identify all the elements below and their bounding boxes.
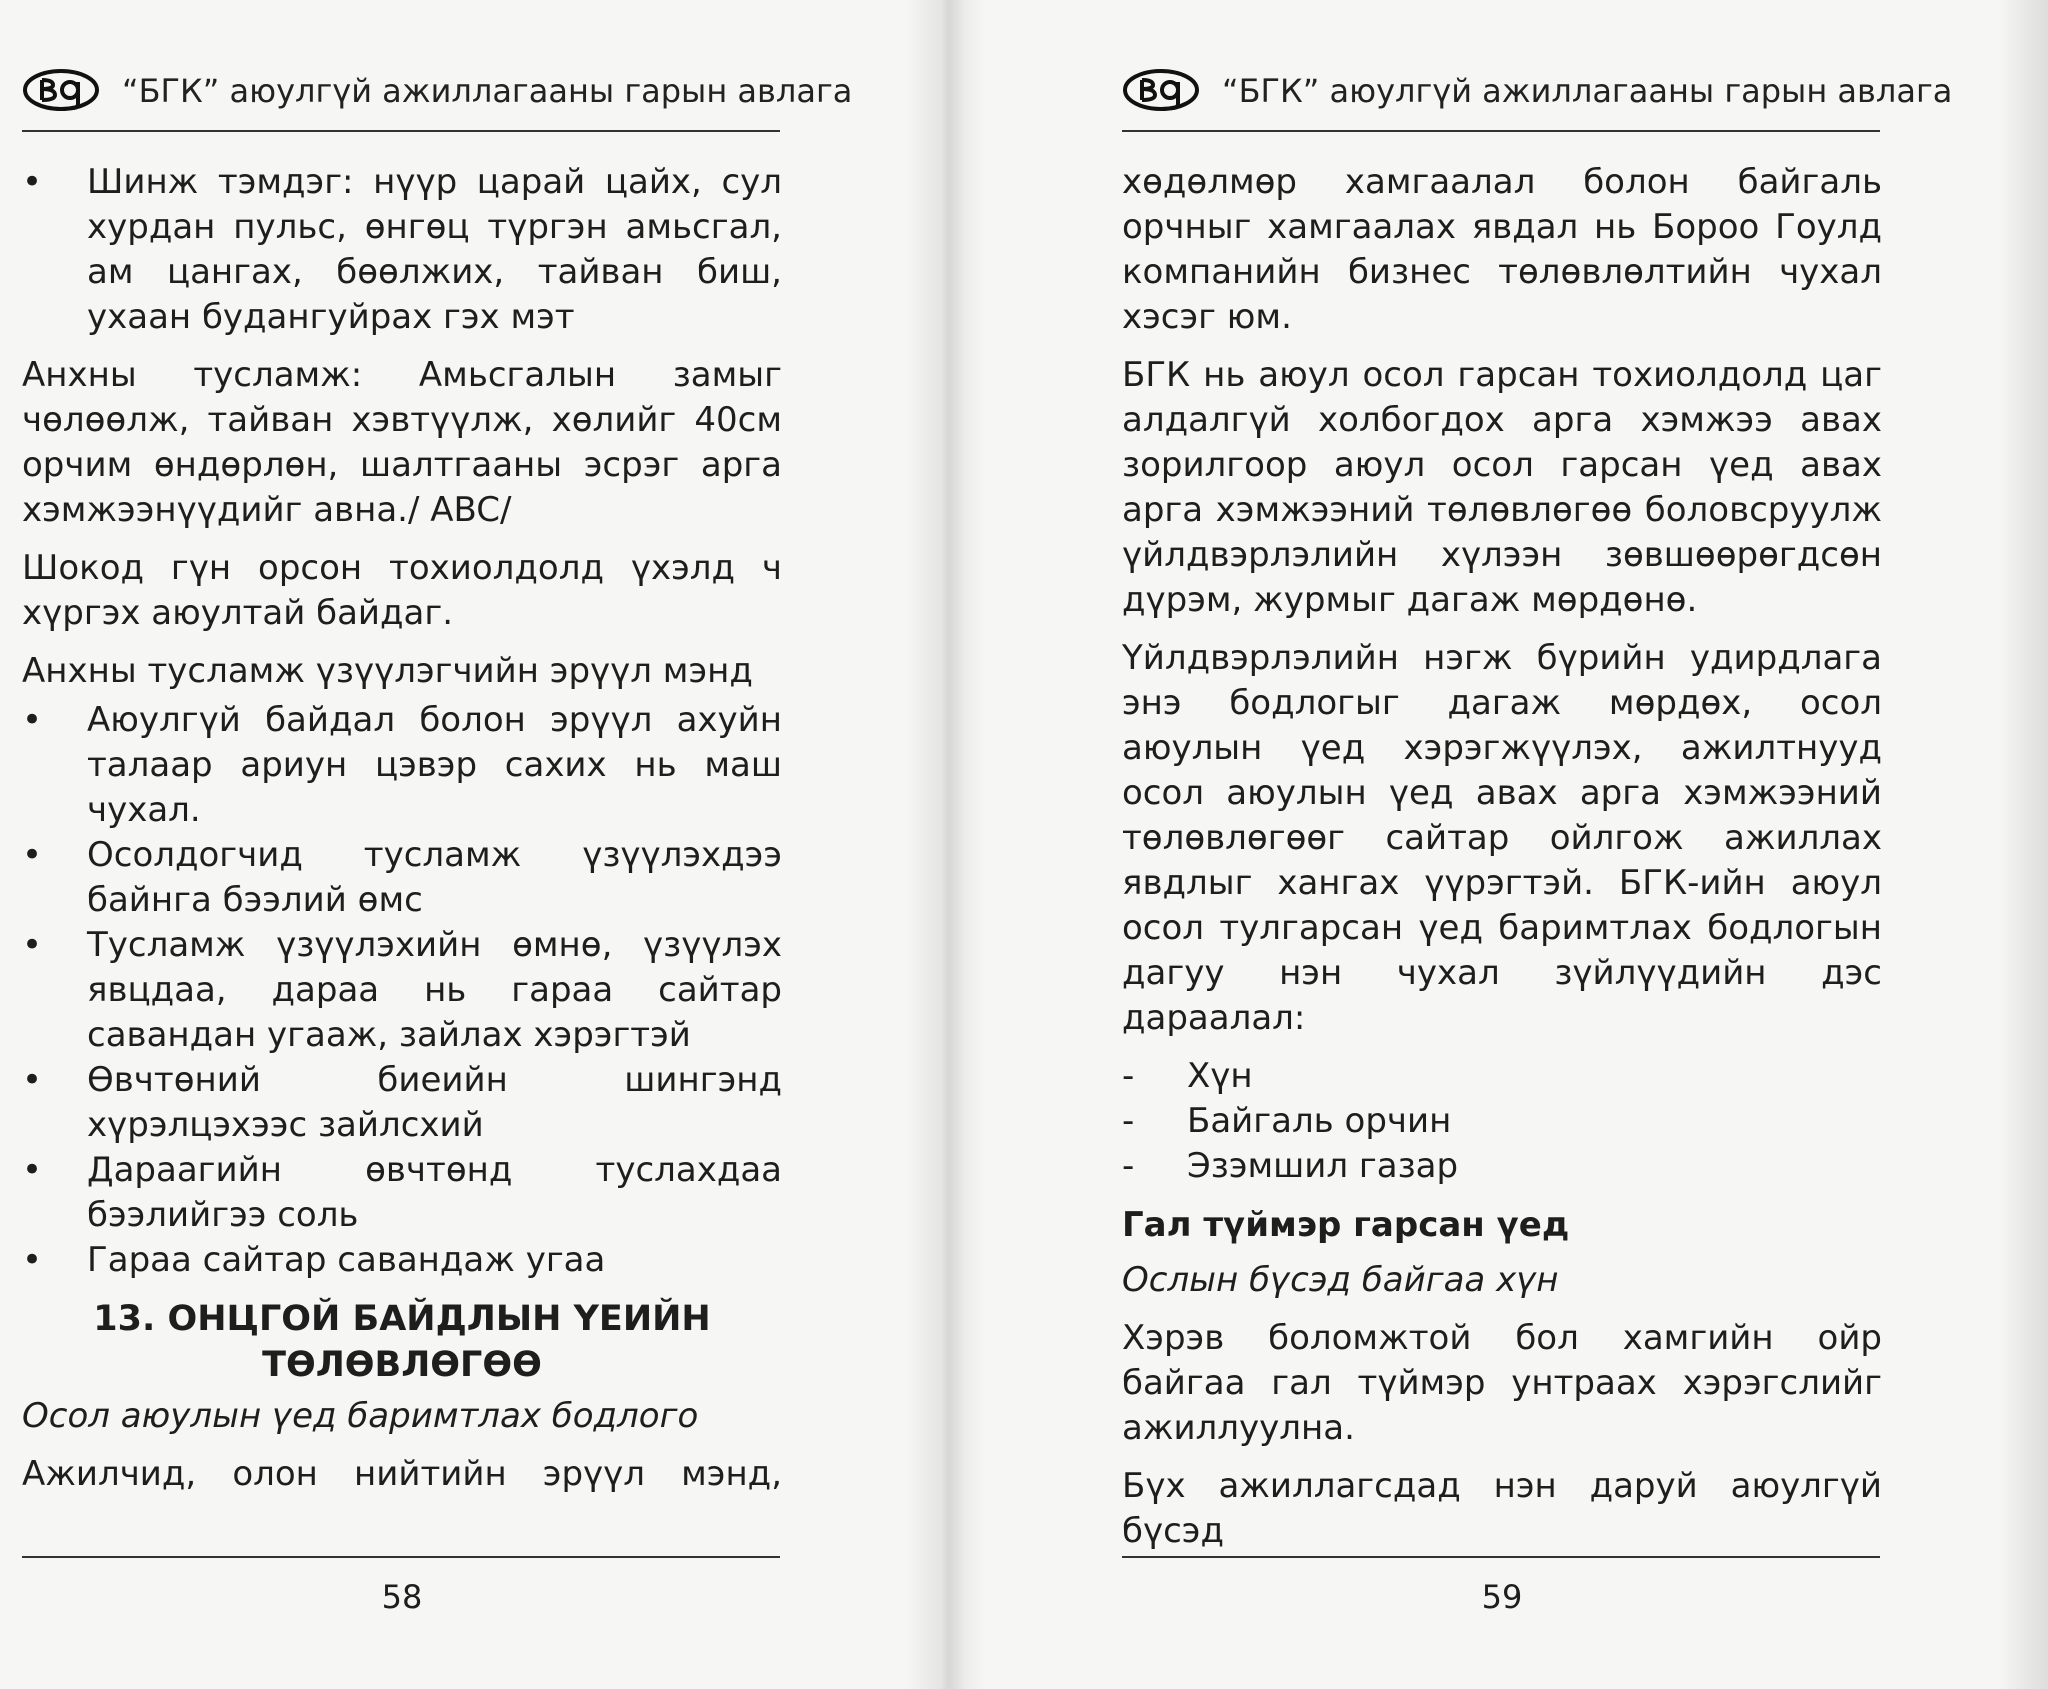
bgk-logo-icon xyxy=(22,68,100,112)
list-item xyxy=(22,1238,782,1283)
paragraph-3: Үйлдвэрлэлийн нэгж бүрийн удирдлага энэ бодлогыг дагаж мөрдөх, осол аюулын үед хэрэгжүүлэх, ажилтнууд осол аюулын үед авах арга хэмжээний төлөвлөгөөг сайтар ойлгож ажиллах явдлыг хангах үүрэгтэй. БГК-ийн аюул осол тулгарсан үед баримтлах бодлогын дагуу нэн чухал зүйлүүдийн дэс дараалал: xyxy=(1122,638,1882,1038)
page-number: 58 xyxy=(381,1578,423,1616)
bullet-marker: • xyxy=(22,162,43,202)
list-item-text: Эзэмшил газар xyxy=(1187,1146,1459,1186)
bullet-marker: • xyxy=(22,1150,43,1190)
footer-rule xyxy=(1122,1556,1880,1558)
list-item xyxy=(22,1148,782,1238)
page-header xyxy=(22,62,853,132)
footer-rule xyxy=(22,1556,780,1558)
first-aid-paragraph: Анхны тусламж: Амьсгалын замыг чөлөөлж, тайван хэвтүүлж, хөлийг 40см орчим өндөрлөн, шалтгааны эсрэг арга хэмжээнүүдийг авна./ ABC/ xyxy=(22,355,782,530)
fire-heading: Гал түймэр гарсан үед xyxy=(1122,1205,1570,1245)
list-item xyxy=(22,698,782,833)
helper-health-heading: Анхны тусламж үзүүлэгчийн эрүүл мэнд xyxy=(22,651,753,691)
header-rule xyxy=(22,130,780,132)
section-title-line2: ТӨЛӨВЛӨГӨӨ xyxy=(262,1345,542,1385)
symptoms-bullet xyxy=(22,160,782,340)
dash-marker: - xyxy=(1122,1146,1135,1186)
list-item xyxy=(1122,1054,1882,1099)
bullet-marker: • xyxy=(22,1240,43,1280)
fire-subheading: Ослын бүсэд байгаа хүн xyxy=(1122,1260,1559,1300)
list-item-text: Хүн xyxy=(1187,1056,1253,1096)
page-body xyxy=(1122,160,1882,1567)
list-item xyxy=(22,923,782,1058)
list-item-text: Осолдогчид тусламж үзүүлэхдээ байнга бээлий өмс xyxy=(87,835,782,920)
left-page xyxy=(22,0,853,1689)
page-edge-shadow xyxy=(1998,0,2048,1689)
book-gutter-shadow xyxy=(905,0,985,1689)
list-item xyxy=(1122,1144,1882,1189)
list-item-text: Аюулгүй байдал болон эрүүл ахуйн талаар ариун цэвэр сахих нь маш чухал. xyxy=(87,700,782,830)
bullet-marker: • xyxy=(22,925,43,965)
page-body xyxy=(22,160,782,1510)
dash-marker: - xyxy=(1122,1101,1135,1141)
symptoms-text: Шинж тэмдэг: нүүр царай цайх, сул хурдан пульс, өнгөц түргэн амьсгал, ам цангах, бөөлжих, тайван биш, ухаан будангуйрах гэх мэт xyxy=(87,162,782,337)
shock-paragraph: Шокод гүн орсон тохиолдолд үхэлд ч хүргэх аюултай байдаг. xyxy=(22,548,782,633)
page-header xyxy=(1122,62,1953,132)
header-title: “БГК” аюулгүй ажиллагааны гарын авлага xyxy=(122,72,853,110)
bgk-logo-icon xyxy=(1122,68,1200,112)
bullet-marker: • xyxy=(22,700,43,740)
last-paragraph: Бүх ажиллагсдад нэн даруй аюулгүй бүсэд xyxy=(1122,1466,1882,1551)
right-page xyxy=(1122,0,1953,1689)
policy-subtitle: Осол аюулын үед баримтлах бодлого xyxy=(22,1396,699,1436)
priority-list xyxy=(1122,1054,1882,1189)
last-paragraph: Ажилчид, олон нийтийн эрүүл мэнд, xyxy=(22,1454,782,1494)
list-item-text: Байгаль орчин xyxy=(1187,1101,1452,1141)
list-item-text: Тусламж үзүүлэхийн өмнө, үзүүлэх явцдаа, дараа нь гараа сайтар савандан угааж, зайлах хэрэгтэй xyxy=(87,925,782,1055)
header-rule xyxy=(1122,130,1880,132)
list-item-text: Гараа сайтар савандаж угаа xyxy=(87,1240,606,1280)
list-item xyxy=(22,1058,782,1148)
page-footer xyxy=(22,1556,782,1616)
page-number: 59 xyxy=(1481,1578,1523,1616)
list-item-text: Дараагийн өвчтөнд туслахдаа бээлийгээ соль xyxy=(87,1150,782,1235)
bullet-marker: • xyxy=(22,1060,43,1100)
bullet-marker: • xyxy=(22,835,43,875)
helper-bullet-list xyxy=(22,698,782,1283)
paragraph-1: хөдөлмөр хамгаалал болон байгаль орчныг хамгаалах явдал нь Бороо Гоулд компанийн бизнес төлөвлөлтийн чухал хэсэг юм. xyxy=(1122,162,1882,337)
fire-paragraph: Хэрэв боломжтой бол хамгийн ойр байгаа гал түймэр унтраах хэрэгслийг ажиллуулна. xyxy=(1122,1318,1882,1448)
paragraph-2: БГК нь аюул осол гарсан тохиолдолд цаг алдалгүй холбогдох арга хэмжээ авах зорилгоор аюул осол гарсан үед авах арга хэмжээний төлөвлөгөө боловсруулж үйлдвэрлэлийн хүлээн зөвшөөрөгдсөн дүрэм, журмыг дагаж мөрдөнө. xyxy=(1122,355,1882,620)
section-title xyxy=(22,1296,782,1388)
list-item-text: Өвчтөний биеийн шингэнд хүрэлцэхээс зайлсхий xyxy=(87,1060,782,1145)
dash-marker: - xyxy=(1122,1056,1135,1096)
list-item xyxy=(22,833,782,923)
header-title: “БГК” аюулгүй ажиллагааны гарын авлага xyxy=(1222,72,1953,110)
section-title-line1: 13. ОНЦГОЙ БАЙДЛЫН ҮЕИЙН xyxy=(93,1299,711,1339)
page-footer xyxy=(1122,1556,1882,1616)
list-item xyxy=(1122,1099,1882,1144)
